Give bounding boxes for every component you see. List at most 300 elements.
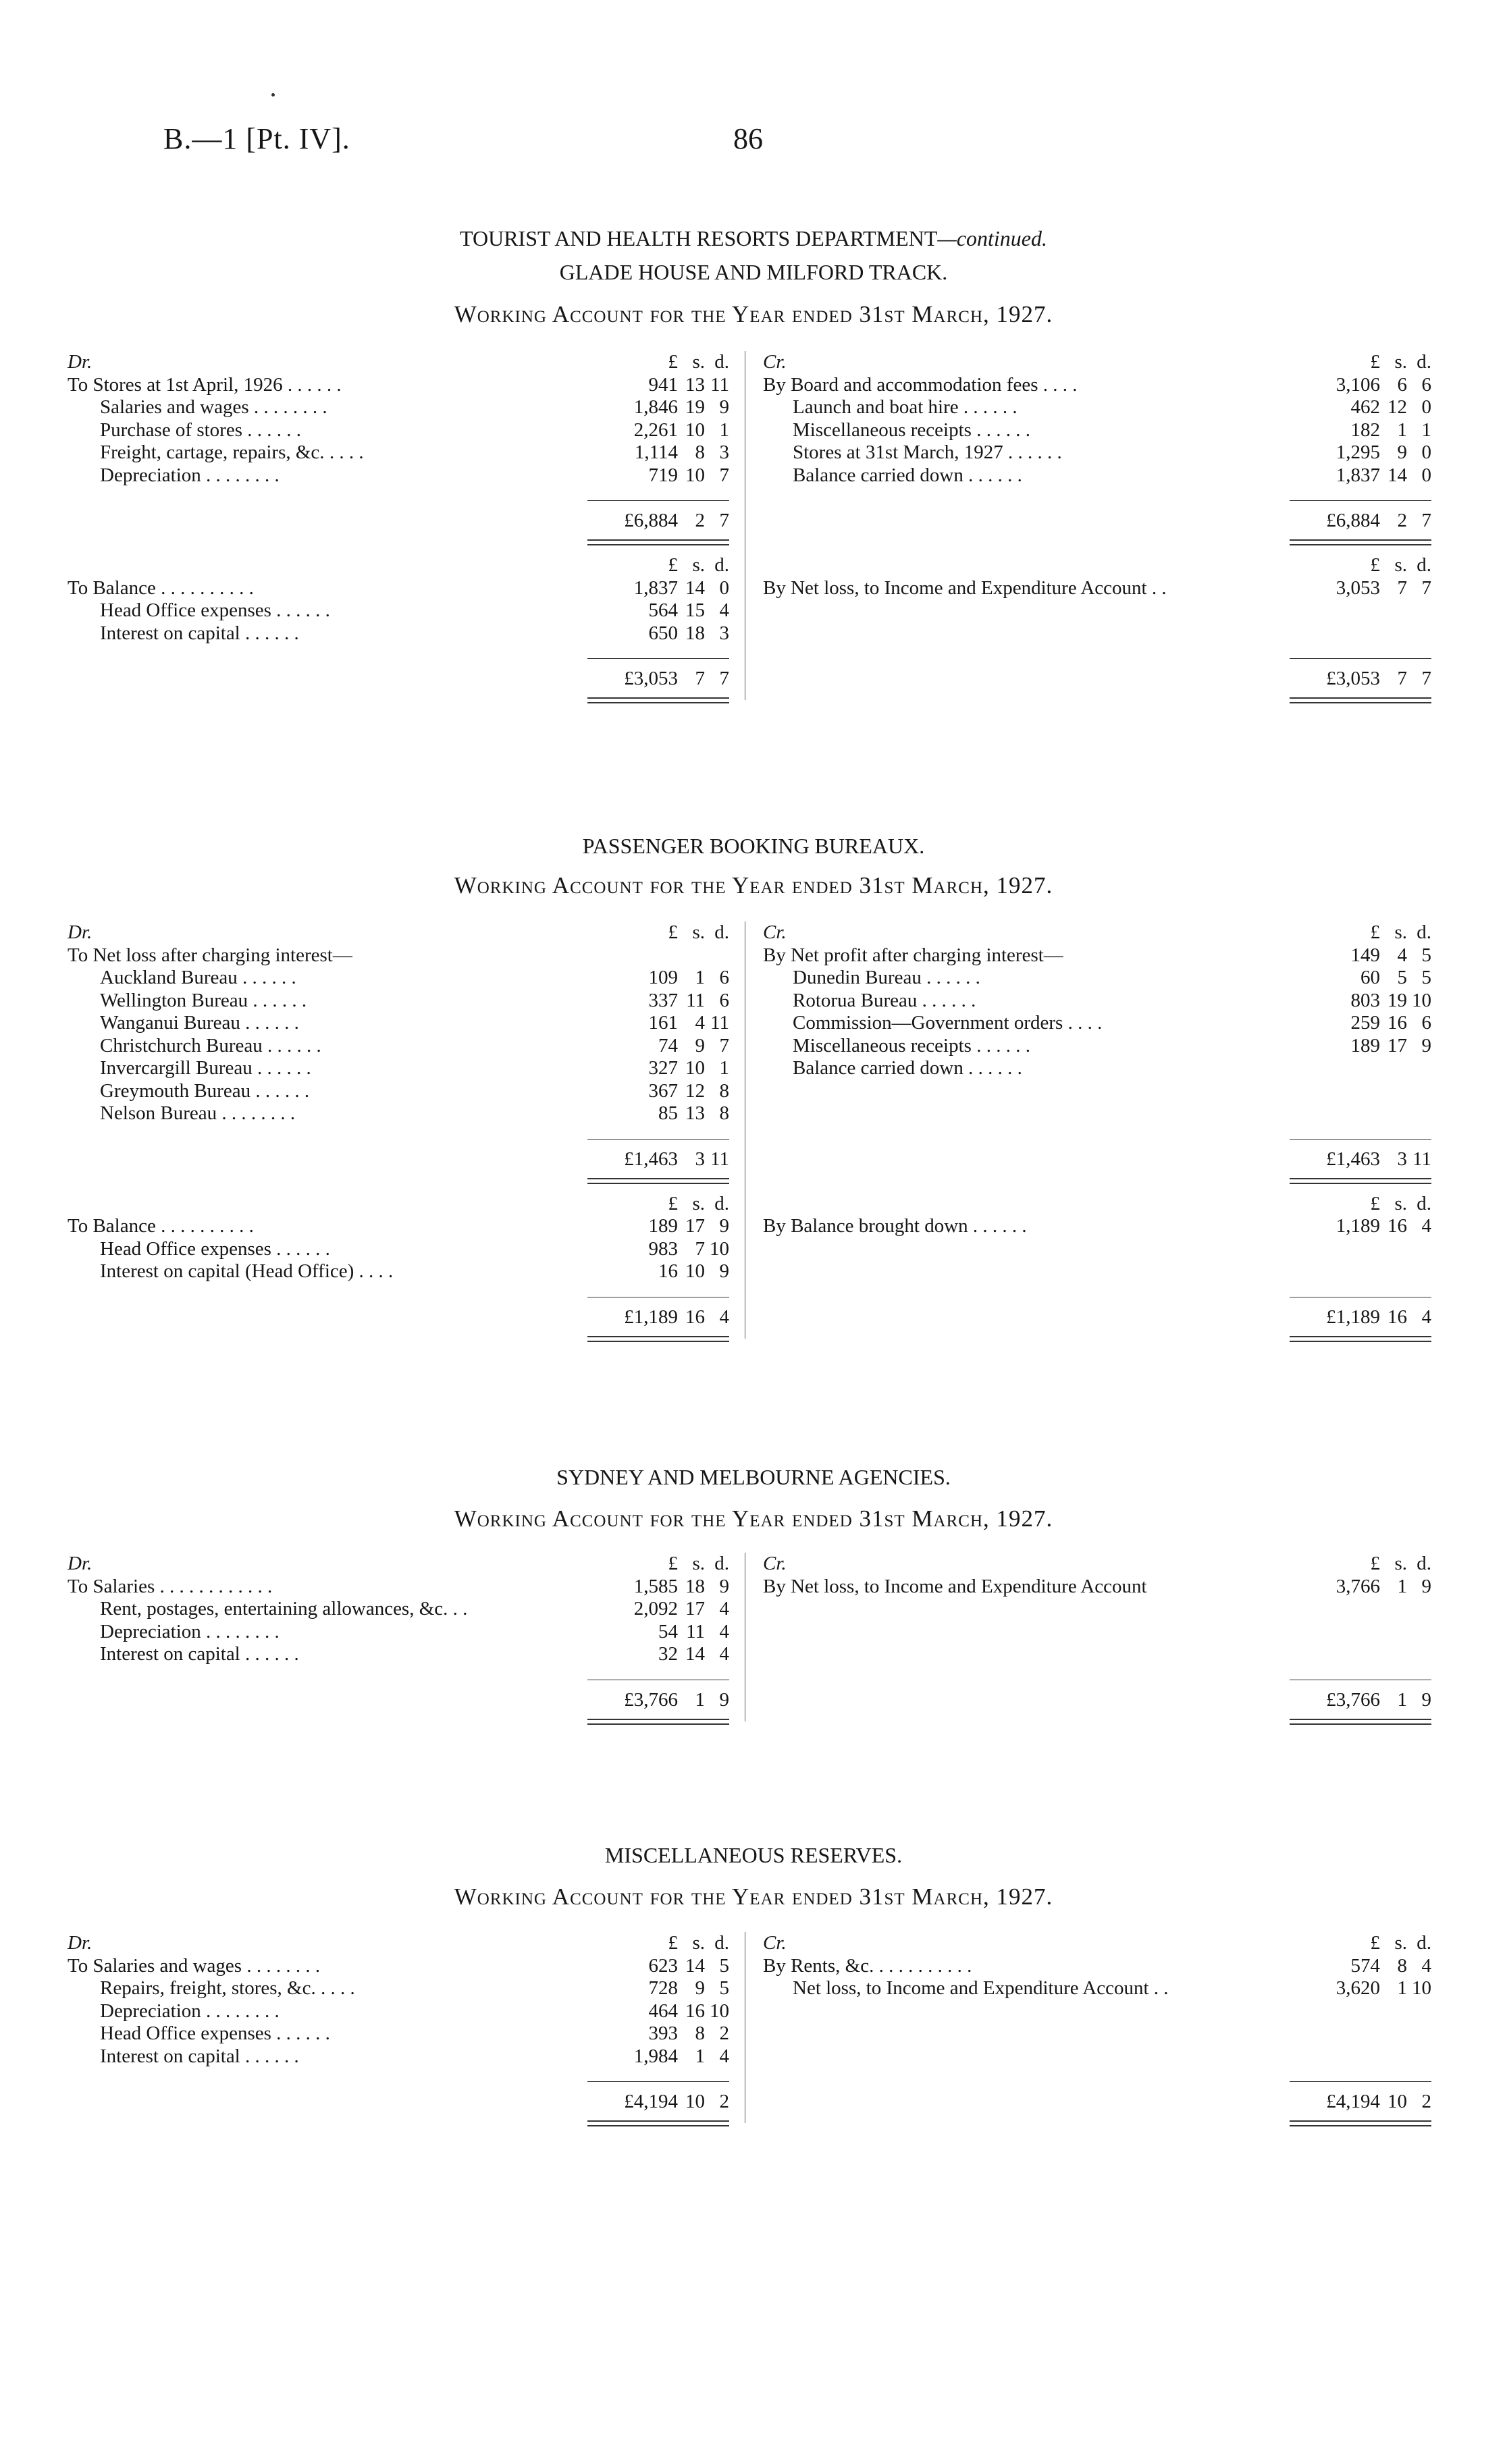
dr-label: Dr. (68, 921, 92, 943)
entry-amount (589, 1215, 729, 1238)
column-header-row (763, 1932, 1431, 1955)
dr-label: Dr. (68, 1932, 92, 1954)
pence-value: 6 (719, 989, 729, 1011)
entry-label (100, 599, 330, 622)
leader-dots: . . . . . . (971, 419, 1030, 441)
shillings-value: 8 (1397, 1954, 1407, 1977)
dr-column (68, 921, 729, 1339)
pounds-value: 16 (658, 1260, 678, 1282)
entry-amount (589, 1260, 729, 1283)
rule-line (1290, 1139, 1431, 1140)
entry-text: Wellington Bureau (100, 989, 248, 1011)
pence-value: 1 (719, 1057, 729, 1079)
shillings-heading: s. (1394, 1192, 1407, 1214)
shillings-value: 18 (685, 1575, 705, 1597)
leader-dots: . . . . (354, 1260, 394, 1282)
entry-amount (1291, 944, 1431, 967)
entry-text: Miscellaneous receipts (793, 1034, 972, 1056)
pence-heading: d. (1417, 1932, 1431, 1954)
leader-dots: . . . . . . . . (175, 1215, 254, 1237)
dr-column (68, 1932, 729, 2123)
entry-text: Head Office expenses (100, 2023, 271, 2044)
section-title: PASSENGER BOOKING BUREAUX. (582, 834, 925, 858)
pound-sign: £ (1370, 921, 1380, 943)
shillings-value: 7 (695, 668, 705, 689)
double-rule (1290, 1719, 1431, 1725)
pounds-value: 1,837 (1336, 464, 1380, 486)
entry-text: Stores at 31st March, 1927 . . (793, 441, 1023, 463)
section-subtitle: Working Account for the Year ended 31st March, 1927. (454, 301, 1053, 327)
entry-label (68, 944, 352, 967)
shillings-value: 16 (685, 2000, 705, 2022)
pence-value: 4 (719, 1643, 729, 1665)
leader-dots: . . . . . . (963, 1057, 1022, 1079)
ledger-row (763, 967, 1431, 990)
shillings-value: 17 (685, 1215, 705, 1237)
ledger-row (68, 1238, 729, 1261)
ledger-row (68, 464, 729, 487)
entry-text: Balance carried down (793, 464, 963, 486)
leader-dots: . . . . . . (252, 1057, 311, 1079)
entry-amount (1291, 1955, 1431, 1978)
total-block (68, 1297, 729, 1339)
total-row (763, 2091, 1431, 2114)
pounds-value: 149 (1350, 944, 1380, 966)
shillings-value: 19 (1387, 989, 1407, 1011)
section-subtitle: Working Account for the Year ended 31st March, 1927. (454, 1505, 1053, 1532)
pence-value: 9 (1421, 1575, 1431, 1597)
entry-amount (1291, 464, 1431, 487)
entry-text: To Salaries and wages . . (68, 1954, 262, 1977)
entry-text: Nelson Bureau . . (100, 1102, 237, 1124)
pence-heading: d. (1417, 1553, 1431, 1574)
column-header-row (68, 1932, 729, 1955)
pence-value: 4 (1421, 1954, 1431, 1977)
leader-dots: . . . . . . (268, 396, 327, 418)
pounds-value: 32 (658, 1643, 678, 1665)
shillings-value: 12 (1387, 396, 1407, 418)
pence-value: 8 (719, 1102, 729, 1124)
booking-bureaux-account (68, 921, 1431, 1339)
pence-heading: d. (714, 921, 729, 943)
pound-sign: £ (668, 351, 678, 373)
leader-dots: . . . . . . (262, 1034, 321, 1056)
entry-amount (1291, 396, 1431, 419)
total-row (763, 1148, 1431, 1171)
entry-text: To Salaries . . (68, 1575, 175, 1597)
header-reference: B.—1 [Pt. IV]. (163, 122, 350, 155)
ledger-row (68, 2023, 729, 2045)
entry-text: By Rents, &c. (763, 1954, 874, 1977)
entry-text: To Stores at 1st April, 1926 (68, 373, 283, 396)
pence-value: 7 (1421, 577, 1431, 599)
entry-text: Christchurch Bureau (100, 1034, 263, 1056)
entry-label (100, 1621, 280, 1644)
shillings-value: 1 (695, 1688, 705, 1711)
pounds-value: 259 (1350, 1012, 1380, 1034)
leader-dots: . . . . . . . . (201, 1620, 280, 1642)
leader-dots: . . . . (315, 1977, 355, 1999)
entry-label (68, 1215, 254, 1238)
column-header-row (68, 554, 729, 577)
entry-amount (1291, 419, 1431, 442)
lsd-header (1291, 554, 1431, 577)
entry-text: By Net loss, to Income and Expenditure Account . . (763, 577, 1167, 599)
shillings-value: 9 (695, 1034, 705, 1056)
double-rule (587, 697, 729, 703)
entry-label (100, 1102, 295, 1125)
entry-label (793, 1057, 1022, 1080)
leader-dots: . . . . . . (271, 599, 330, 621)
pounds-value: 1,585 (633, 1575, 678, 1597)
pounds-value: 650 (648, 622, 678, 644)
pence-value: 4 (719, 599, 729, 621)
entry-amount (1291, 1057, 1431, 1080)
total-block (763, 658, 1431, 700)
shillings-value: 4 (695, 1012, 705, 1034)
pence-value: 3 (719, 441, 729, 463)
entry-label (793, 967, 980, 990)
shillings-value: 7 (1397, 577, 1407, 599)
entry-label (100, 464, 280, 487)
pence-heading: d. (1417, 351, 1431, 373)
pounds-value: 1,837 (633, 577, 678, 599)
entry-text: Miscellaneous receipts (793, 419, 972, 441)
total-row (68, 1148, 729, 1171)
entry-amount (589, 1102, 729, 1125)
dr-column (68, 351, 729, 700)
shillings-heading: s. (692, 1192, 705, 1214)
ledger-row (763, 990, 1431, 1013)
cr-column (763, 1932, 1431, 2123)
total-row (763, 1306, 1431, 1329)
section-title: GLADE HOUSE AND MILFORD TRACK. (559, 260, 948, 284)
pounds-value: 60 (1360, 967, 1380, 988)
total-amount (1291, 668, 1431, 691)
entry-label (100, 1035, 321, 1058)
entry-amount (589, 1621, 729, 1644)
lsd-header (1291, 1932, 1431, 1955)
ledger-row (68, 2000, 729, 2023)
entry-amount (589, 1643, 729, 1666)
shillings-value: 7 (1397, 668, 1407, 689)
leader-dots: . . . . . . (250, 1079, 310, 1102)
entry-text: Auckland Bureau (100, 967, 238, 988)
ledger-row (763, 1012, 1431, 1035)
entry-label (793, 1035, 1030, 1058)
pounds-value: 3,106 (1336, 373, 1380, 396)
column-header-row (763, 1553, 1431, 1576)
ledger-row (68, 599, 729, 622)
rule-line (587, 1139, 729, 1140)
total-row (68, 1306, 729, 1329)
shillings-value: 1 (695, 967, 705, 988)
page-number: 86 (733, 122, 763, 155)
entry-amount (589, 944, 729, 967)
entry-text: Commission—Government orders (793, 1012, 1063, 1034)
ledger-row (763, 944, 1431, 967)
shillings-value: 14 (685, 577, 705, 599)
leader-dots: . . . . . . (921, 967, 980, 988)
total-row (763, 668, 1431, 691)
total-block (763, 1297, 1431, 1339)
pounds-value: £3,766 (624, 1688, 678, 1711)
rule-line (587, 500, 729, 501)
shillings-value: 2 (1397, 510, 1407, 531)
ledger-row (763, 577, 1431, 600)
pence-value: 4 (719, 1598, 729, 1619)
pounds-value: 719 (648, 464, 678, 486)
entry-label (793, 1012, 1102, 1035)
pounds-value: £6,884 (1326, 510, 1380, 531)
cr-label: Cr. (763, 1553, 787, 1574)
lsd-header (589, 1553, 729, 1576)
shillings-heading: s. (1394, 351, 1407, 373)
ledger-row (763, 1955, 1431, 1978)
entry-label (100, 990, 307, 1013)
entry-amount (589, 1057, 729, 1080)
pounds-value: 1,189 (1336, 1215, 1380, 1237)
double-rule (1290, 2120, 1431, 2126)
shillings-value: 6 (1397, 373, 1407, 396)
leader-dots: . . . . . . . . (175, 577, 254, 599)
entry-label (763, 1215, 1027, 1238)
ledger-row (68, 1576, 729, 1599)
entry-text: By Net loss, to Income and Expenditure Account (763, 1575, 1147, 1597)
pound-sign: £ (1370, 1932, 1380, 1954)
pounds-value: 3,620 (1336, 1977, 1380, 1999)
department-title: TOURIST AND HEALTH RESORTS DEPARTMENT—continued. (460, 226, 1047, 250)
entry-amount (589, 464, 729, 487)
pounds-value: 189 (1350, 1034, 1380, 1056)
pence-value: 6 (719, 967, 729, 988)
ledger-row (763, 1576, 1431, 1599)
pounds-value: 109 (648, 967, 678, 988)
leader-dots: . . . . (1063, 1012, 1103, 1034)
pound-sign: £ (1370, 554, 1380, 576)
ledger-row (763, 1057, 1431, 1080)
total-amount (1291, 510, 1431, 533)
row-spacer (763, 1643, 1431, 1666)
leader-dots: . . . . . . (240, 1643, 299, 1665)
pounds-value: 2,261 (633, 419, 678, 441)
entry-text: Interest on capital (100, 622, 240, 644)
cr-column (763, 921, 1431, 1339)
entry-amount (1291, 374, 1431, 397)
leader-dots: . . . . . . (240, 622, 299, 644)
entry-amount (589, 622, 729, 645)
entry-amount (1291, 1977, 1431, 2000)
pounds-value: 574 (1350, 1954, 1380, 1977)
pence-heading: d. (1417, 554, 1431, 576)
column-header-row (68, 921, 729, 944)
rule-line (587, 2081, 729, 2082)
shillings-heading: s. (1394, 554, 1407, 576)
entry-amount (589, 1238, 729, 1261)
pence-heading: d. (1417, 1192, 1431, 1214)
pounds-value: 803 (1350, 989, 1380, 1011)
pounds-value: £6,884 (624, 510, 678, 531)
entry-label (100, 1260, 393, 1283)
section-title: MISCELLANEOUS RESERVES. (604, 1843, 903, 1867)
pence-value: 5 (1421, 944, 1431, 966)
ledger-row (68, 1080, 729, 1103)
entry-amount (589, 396, 729, 419)
leader-dots: . . . . (324, 441, 364, 463)
leader-dots: . . . . . . (917, 989, 976, 1011)
pence-value: 8 (719, 1079, 729, 1102)
entry-label (100, 1238, 330, 1261)
lsd-header (1291, 921, 1431, 944)
total-block (763, 2081, 1431, 2123)
ledger-row (68, 1260, 729, 1283)
section-subtitle: Working Account for the Year ended 31st March, 1927. (454, 1883, 1053, 1910)
pounds-value: 1,984 (633, 2045, 678, 2067)
ink-speck (271, 93, 275, 97)
row-spacer (763, 1260, 1431, 1283)
pence-value: 10 (1412, 989, 1431, 1011)
shillings-value: 11 (686, 989, 705, 1011)
shillings-value: 14 (685, 1954, 705, 1977)
pound-sign: £ (668, 554, 678, 576)
shillings-value: 10 (685, 2091, 705, 2112)
entry-amount (589, 577, 729, 600)
pounds-value: 983 (648, 1237, 678, 1260)
entry-text: By Net profit after charging interest— (763, 944, 1063, 966)
pence-value: 4 (1421, 1306, 1431, 1328)
ledger-row (68, 2045, 729, 2068)
entry-label (100, 1012, 299, 1035)
section-title: SYDNEY AND MELBOURNE AGENCIES. (556, 1465, 951, 1489)
entry-text: To Balance . . (68, 1215, 176, 1237)
entry-label (100, 1598, 467, 1621)
total-block (763, 1680, 1431, 1721)
double-rule (587, 1719, 729, 1725)
entry-text: To Balance . . (68, 577, 176, 599)
leader-dots: . . . . . . (271, 1237, 330, 1260)
pence-value: 4 (719, 1306, 729, 1328)
pounds-value: £1,189 (624, 1306, 678, 1328)
entry-amount (589, 1955, 729, 1978)
entry-label (100, 1643, 299, 1666)
entry-text: Launch and boat hire (793, 396, 959, 418)
leader-dots: . . . . . . . . . . (874, 1954, 972, 1977)
double-rule (1290, 697, 1431, 703)
pounds-value: 161 (648, 1012, 678, 1034)
entry-text: Head Office expenses (100, 599, 271, 621)
pence-value: 11 (1412, 1148, 1431, 1170)
entry-text: To Net loss after charging interest— (68, 944, 352, 966)
leader-dots: . . . . . . (240, 2045, 299, 2067)
row-spacer (763, 622, 1431, 645)
ledger-row (68, 577, 729, 600)
shillings-value: 10 (685, 1260, 705, 1282)
pence-value: 10 (710, 1237, 729, 1260)
total-amount (1291, 1306, 1431, 1329)
pence-value: 11 (710, 1148, 729, 1170)
shillings-value: 1 (1397, 1688, 1407, 1711)
total-amount (589, 668, 729, 691)
pence-value: 9 (1421, 1034, 1431, 1056)
total-row (68, 1689, 729, 1712)
shillings-value: 13 (685, 1102, 705, 1124)
entry-label (793, 396, 1017, 419)
ledger-row (68, 396, 729, 419)
pounds-value: £4,194 (624, 2091, 678, 2112)
leader-dots: . . . . . . (261, 1954, 321, 1977)
total-amount (589, 1306, 729, 1329)
shillings-heading: s. (1394, 1553, 1407, 1574)
pence-value: 7 (1421, 668, 1431, 689)
entry-amount (1291, 1035, 1431, 1058)
cr-label: Cr. (763, 1932, 787, 1954)
glade-house-account (68, 351, 1431, 700)
shillings-value: 8 (695, 441, 705, 463)
entry-label (763, 577, 1167, 600)
column-header-row (763, 921, 1431, 944)
entry-amount (1291, 1215, 1431, 1238)
leader-dots: . . . . . . (968, 1215, 1027, 1237)
entry-label (100, 396, 327, 419)
pounds-value: 462 (1350, 396, 1380, 418)
shillings-value: 3 (695, 1148, 705, 1170)
shillings-value: 1 (1397, 1977, 1407, 1999)
pence-value: 2 (1421, 2091, 1431, 2112)
entry-text: Interest on capital (Head Office) (100, 1260, 354, 1282)
misc-reserves-account (68, 1932, 1431, 2123)
pence-value: 4 (719, 2045, 729, 2067)
cr-column (763, 1553, 1431, 1721)
pounds-value: £4,194 (1326, 2091, 1380, 2112)
rule-line (1290, 658, 1431, 659)
shillings-value: 9 (695, 1977, 705, 1999)
entry-label (68, 577, 254, 600)
ledger-row (68, 944, 729, 967)
shillings-value: 19 (685, 396, 705, 418)
ledger-row (68, 1621, 729, 1644)
pounds-value: 941 (648, 373, 678, 396)
pence-value: 10 (710, 2000, 729, 2022)
entry-label (100, 1977, 355, 2000)
pence-value: 7 (719, 668, 729, 689)
double-rule (1290, 539, 1431, 545)
entry-text: Invercargill Bureau (100, 1057, 253, 1079)
entry-text: Salaries and wages . . (100, 396, 269, 418)
total-block (68, 1139, 729, 1181)
pounds-value: 85 (658, 1102, 678, 1124)
pence-value: 9 (1421, 1688, 1431, 1711)
entry-text: By Board and accommodation fees (763, 373, 1038, 396)
ledger-row (68, 1012, 729, 1035)
section-subtitle: Working Account for the Year ended 31st March, 1927. (454, 872, 1053, 899)
total-block (68, 1680, 729, 1721)
entry-amount (1291, 441, 1431, 464)
ledger-row (68, 1643, 729, 1666)
total-block (68, 658, 729, 700)
shillings-value: 10 (685, 1057, 705, 1079)
entry-amount (589, 1977, 729, 2000)
shillings-value: 12 (685, 1079, 705, 1102)
dr-column (68, 1553, 729, 1721)
total-block (763, 500, 1431, 542)
shillings-value: 14 (685, 1643, 705, 1665)
total-amount (589, 2091, 729, 2114)
total-block (68, 2081, 729, 2123)
lsd-header (1291, 1553, 1431, 1576)
pounds-value: 337 (648, 989, 678, 1011)
entry-label (68, 1955, 320, 1978)
leader-dots: . . . . . . . . (201, 2000, 280, 2022)
